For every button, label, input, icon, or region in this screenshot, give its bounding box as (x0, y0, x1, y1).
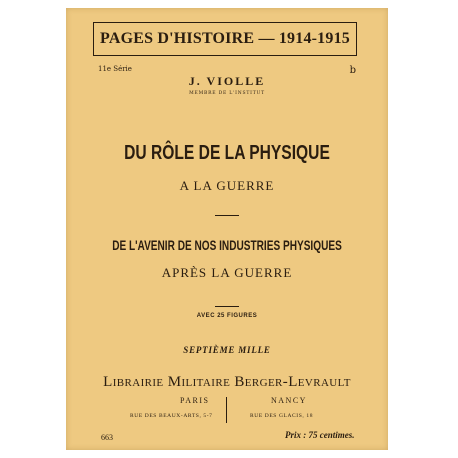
publisher-name: Librairie Militaire Berger-Levrault (103, 374, 351, 390)
figures-note: AVEC 25 FIGURES (196, 313, 258, 319)
divider-rule (215, 306, 239, 307)
main-title: DU RÔLE DE LA PHYSIQUE (124, 142, 330, 164)
city-paris: PARIS (180, 396, 210, 405)
second-subtitle: APRÈS LA GUERRE (161, 265, 293, 280)
price-label: Prix : 75 centimes. (285, 430, 355, 440)
second-title: DE L'AVENIR DE NOS INDUSTRIES PHYSIQUES (112, 237, 342, 253)
edition-label: SEPTIÈME MILLE (183, 345, 271, 355)
catalog-code: 663 (101, 433, 113, 442)
serie-letter: b (349, 65, 356, 76)
series-box (93, 22, 357, 56)
divider-rule (215, 215, 239, 216)
book-cover (66, 8, 388, 450)
vertical-divider (226, 397, 227, 423)
series-title: PAGES D'HISTOIRE — 1914-1915 (100, 30, 350, 47)
serie-number: 11e Série (98, 65, 132, 73)
address-nancy: RUE DES GLACIS, 18 (250, 413, 314, 419)
address-paris: RUE DES BEAUX-ARTS, 5-7 (130, 413, 213, 419)
main-subtitle: A LA GUERRE (179, 178, 275, 193)
city-nancy: NANCY (271, 396, 307, 405)
author-title: MEMBRE DE L'INSTITUT (189, 91, 265, 96)
author-name: J. VIOLLE (188, 74, 266, 88)
